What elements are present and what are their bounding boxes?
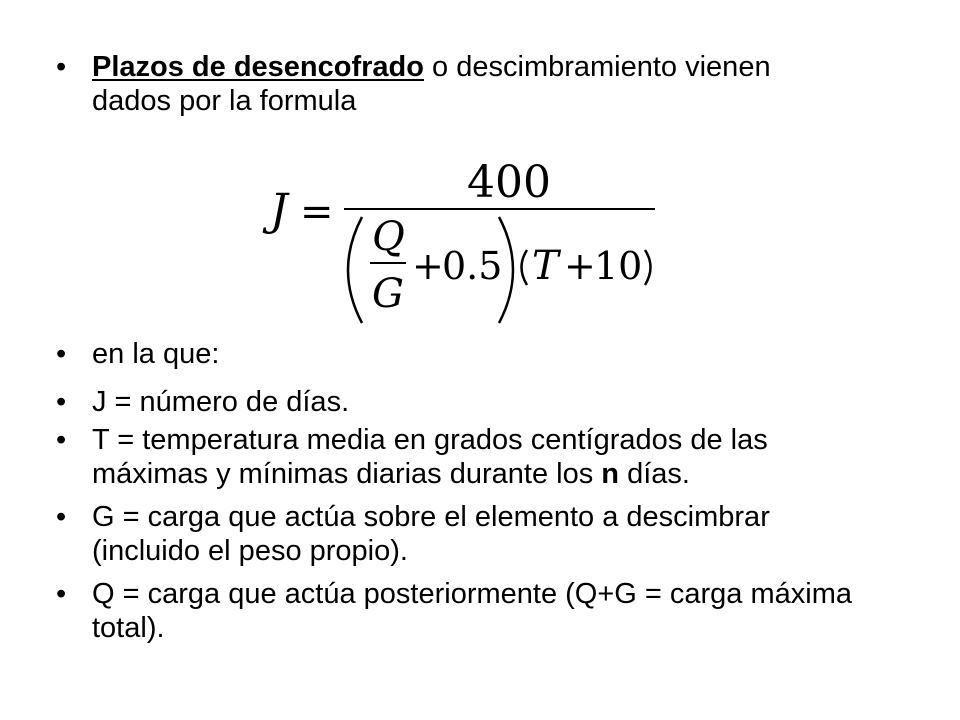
intro-text — [92, 50, 856, 118]
bullet-icon: • — [56, 424, 67, 456]
formula-plus2: + — [564, 244, 596, 288]
list-item — [56, 337, 856, 371]
bullet-icon: • — [56, 338, 67, 370]
list-item-text: G = carga que actúa sobre el elemento a descimbrar (incluido el peso propio). — [92, 501, 770, 567]
list-item-text: J = número de días. — [92, 386, 350, 418]
t-def-b: días. — [619, 458, 690, 490]
list-item-text — [92, 423, 856, 491]
intro-title: Plazos de desencofrado — [92, 51, 424, 83]
list-item-text: Q = carga que actúa posteriormente (Q+G = carga máxima total). — [92, 578, 853, 644]
formula-g: G — [372, 271, 404, 317]
formula-q: Q — [372, 214, 405, 260]
formula-t: T — [532, 243, 559, 289]
formula-left-paren-2 — [522, 250, 528, 285]
formula-numerator: 400 — [467, 157, 551, 208]
bullet-icon: • — [56, 51, 67, 83]
intro-rest: o descimbramiento vienen dados por la formula — [92, 51, 771, 117]
bullet-icon: • — [56, 386, 67, 418]
formula-left-paren-1 — [348, 217, 362, 323]
intro-paragraph — [56, 50, 856, 118]
list-item — [56, 500, 856, 568]
formula-svg — [262, 155, 682, 330]
list-item — [56, 423, 856, 491]
formula-block — [262, 155, 682, 330]
formula-right-paren-2 — [645, 250, 651, 285]
bullet-icon: • — [56, 501, 67, 533]
list-item — [56, 577, 856, 645]
t-def-a: T = temperatura media en grados centígrados de las máximas y mínimas diarias durante los — [92, 424, 768, 490]
bullet-icon: • — [56, 578, 67, 610]
t-def-n: n — [601, 458, 620, 490]
formula-plus1: + — [412, 244, 444, 288]
formula-ten: 10 — [594, 244, 643, 288]
list-item-text: en la que: — [92, 338, 220, 370]
formula-lhs: J — [270, 185, 288, 236]
formula-half: 0.5 — [442, 244, 503, 288]
formula-equals: = — [300, 189, 334, 235]
list-item — [56, 385, 856, 419]
